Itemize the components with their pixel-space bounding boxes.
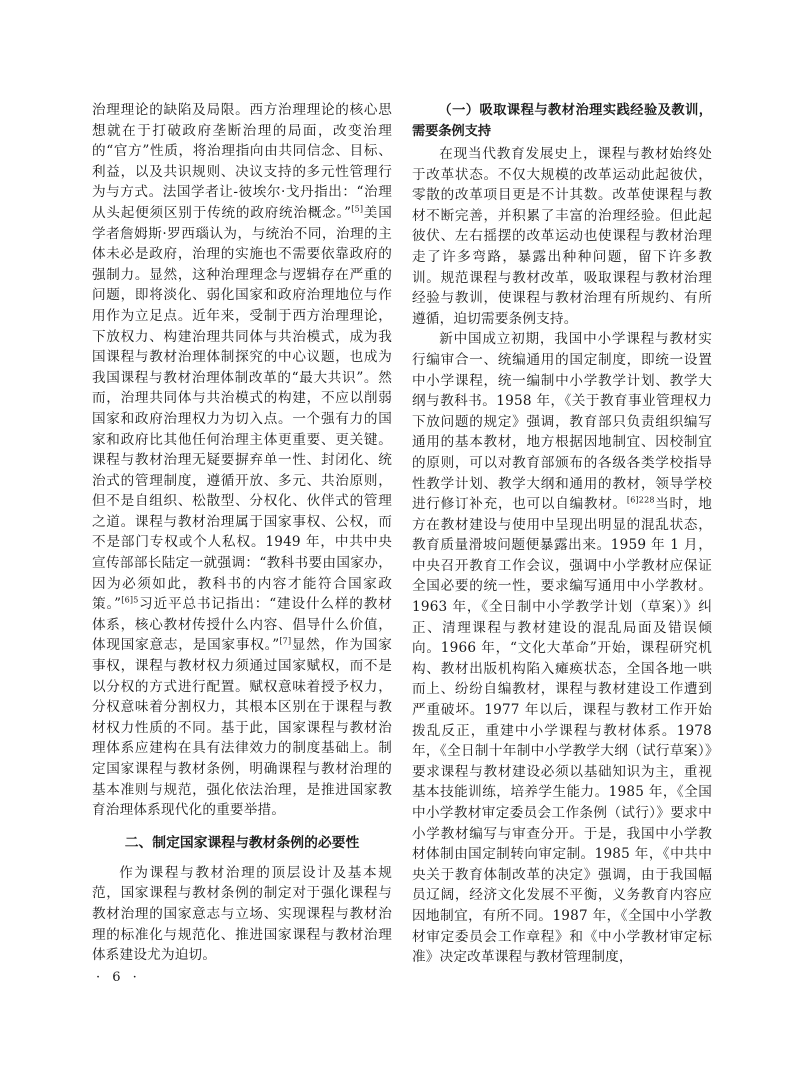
paragraph — [92, 100, 392, 821]
paragraph-text: 治理理论的缺陷及局限。西方治理理论的核心思想就在于打破政府垄断治理的局面，改变治理的“官方”性质，将治理指向由共同信念、目标、利益，以及共识规则、决议支持的多元性管理行为与方式。法国学者让-彼埃尔·戈丹指出：“治理从头起便须区别于传统的政府统治概念。” — [92, 102, 392, 221]
citation-ref: [5] — [351, 204, 364, 214]
subsection-heading: （一）吸取课程与教材治理实践经验及教训，需要条例支持 — [412, 103, 712, 139]
paragraph: 作为课程与教材治理的顶层设计及基本规范，国家课程与教材条例的制定对于强化课程与教材治理的国家意志与立场、实现课程与教材治理的标准化与规范化、推进国家课程与教材治理体系建设尤为迫切。 — [92, 864, 392, 964]
paragraph-text: 当时，地方在教材建设与使用中呈现出明显的混乱状态，教育质量滑坡问题便暴露出来。1959 年 1 月，中央召开教育工作会议，强调中小学教材应保证全国必要的统一性，要求编写通用中小学教材。1963 年，《全日制中小学教学计划（草案）》纠正、清理课程与教材建设的混乱局面及错误倾向。1966 年，“文化大革命”开始，课程研究机构、教材出版机构陷入瘫痪状态，全国各地一哄而上、纷纷自编教材，课程与教材建设工作遭到严重破坏。1977 年以后，课程与教材工作开始拨乱反正，重建中小学课程与教材体系。1978 年，《全日制十年制中小学教学大纲（试行草案）》要求课程与教材建设必须以基础知识为主，重视基本技能训练，培养学生能力。1985 年，《全国中小学教材审定委员会工作条例（试行）》要求中小学教材编写与审查分开。于是，我国中小学教材体制由国定制转向审定制。1985 年，《中共中央关于教育体制改革的决定》强调，由于我国幅员辽阔，经济文化发展不平衡，义务教育内容应因地制宜，有所不同。1987 年，《全国中小学教材审定委员会工作章程》和《中小学教材审定标准》决定改革课程与教材管理制度， — [412, 496, 712, 966]
paragraph-text: 美国学者詹姆斯·罗西瑙认为，与统治不同，治理的主体未必是政府，治理的实施也不需要依靠政府的强制力。显然，这种治理理念与逻辑存在严重的问题，即将淡化、弱化国家和政府治理地位与作用作为立足点。近年来，受制于西方治理理论，下放权力、构建治理共同体与共治模式，成为我国课程与教材治理体制探究的中心议题，也成为我国课程与教材治理体制改革的“最大共识”。然而，治理共同体与共治模式的构建，不应以削弱国家和政府治理权力为切入点。一个强有力的国家和政府比其他任何治理主体更重要、更关键。课程与教材治理无疑要摒弃单一性、封闭化、统治式的管理制度，遵循开放、多元、共治原则，但不是自组织、松散型、分权化、伙伴式的管理之道。课程与教材治理属于国家事权、公权，而不是部门专权或个人私权。1949 年，中共中央宣传部部长陆定一就强调：“教科书要由国家办，因为必须如此，教科书的内容才能符合国家政策。” — [92, 204, 392, 613]
paragraph — [412, 329, 712, 967]
paragraph-text: 显然，作为国家事权，课程与教材权力须通过国家赋权，而不是以分权的方式进行配置。赋权意味着授予权力，分权意味着分割权力，其根本区别在于课程与教材权力性质的不同。基于此，国家课程与教材治理体系应建构在具有法律效力的制度基础上。制定国家课程与教材条例，明确课程与教材治理的基本准则与规范，强化依法治理，是推进国家教育治理体系现代化的重要举措。 — [92, 637, 392, 819]
left-column — [92, 100, 392, 966]
paragraph: 在现当代教育发展史上，课程与教材始终处于改革状态。不仅大规模的改革运动此起彼伏，零散的改革项目更是不计其数。改革使课程与教材不断完善，并积累了丰富的治理经验。但此起彼伏、左右摇摆的改革运动也使课程与教材治理走了许多弯路，暴露出种种问题，留下许多教训。规范课程与教材改革，吸取课程与教材治理经验与教训，使课程与教材治理有所规约、有所遵循，迫切需要条例支持。 — [412, 146, 712, 327]
citation-ref: [6]228 — [626, 495, 655, 505]
section-heading: 二、制定国家课程与教材条例的必要性 — [124, 834, 360, 851]
paragraph-text: 习近平总书记指出：“建设什么样的教材体系，核心教材传授什么内容、倡导什么价值，体现国家意志，是国家事权。” — [92, 596, 392, 654]
page-number: · 6 · — [96, 970, 141, 985]
citation-ref: [7] — [279, 636, 292, 646]
right-column — [412, 100, 712, 968]
paragraph-text: 新中国成立初期，我国中小学课程与教材实行编审合一、统编通用的国定制度，即统一设置中小学课程，统一编制中小学教学计划、教学大纲与教科书。1958 年，《关于教育事业管理权力下放问题的规定》强调，教育部只负责组织编写通用的基本教材，地方根据因地制宜、因校制宜的原则，可以对教育部颁布的各级各类学校指导性教学计划、教学大纲和通用的教材，领导学校进行修订补充，也可以自编教材。 — [412, 331, 712, 513]
citation-ref: [6]5 — [121, 595, 139, 605]
